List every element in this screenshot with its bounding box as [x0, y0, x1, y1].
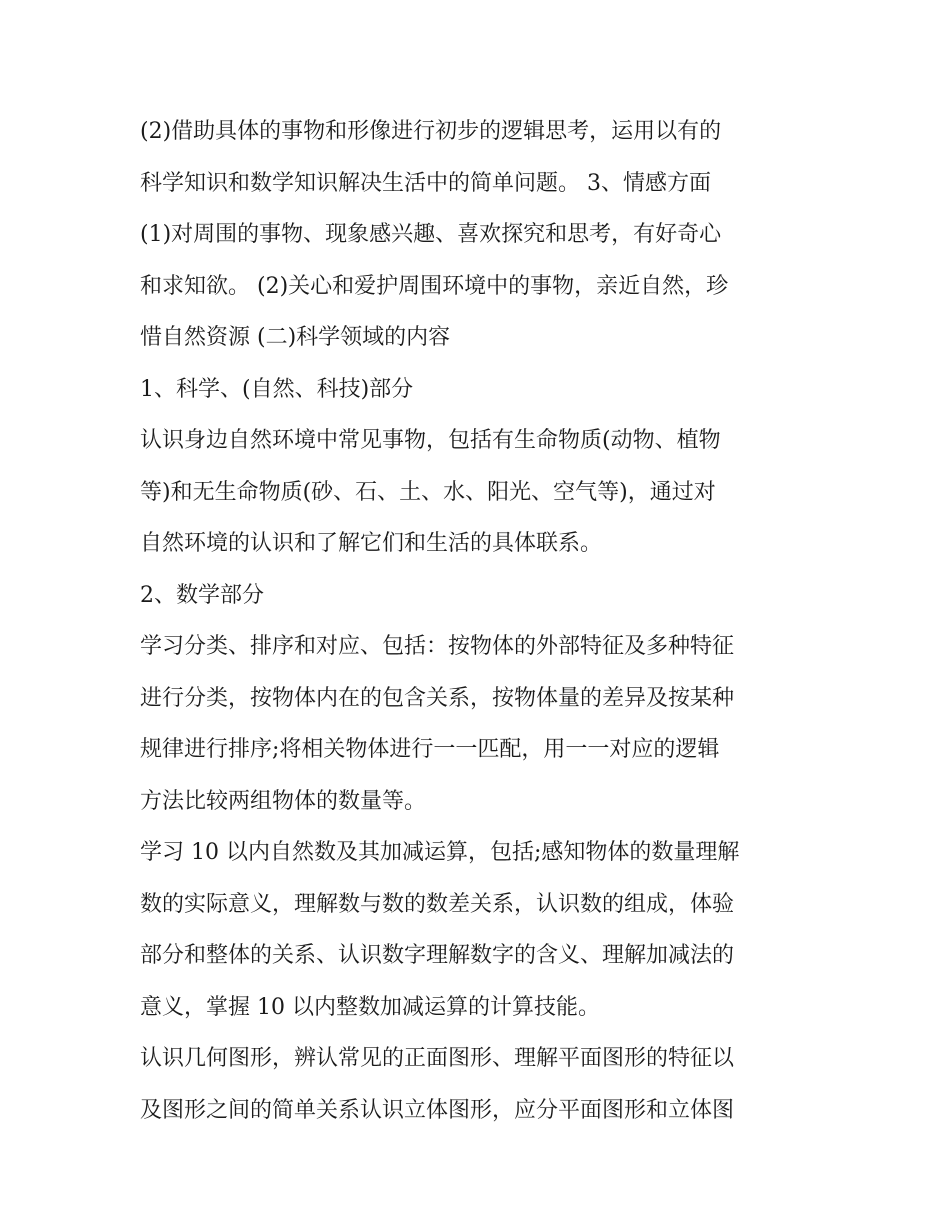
text-line: 部分和整体的关系、认识数字理解数字的含义、理解加减法的 [140, 943, 735, 968]
text-line: 惜自然资源 (二)科学领域的内容 [140, 325, 451, 350]
section-heading: 2、数学部分 [140, 582, 264, 608]
text-line: 规律进行排序;将相关物体进行一一匹配，用一一对应的逻辑 [140, 737, 720, 762]
text-line: 等)和无生命物质(砂、石、土、水、阳光、空气等)，通过对 [140, 479, 716, 505]
text-line: (1)对周围的事物、现象感兴趣、喜欢探究和思考，有好奇心 [140, 222, 722, 247]
text-line: 学习 10 以内自然数及其加减运算，包括;感知物体的数量理解 [140, 840, 740, 865]
text-line: 数的实际意义，理解数与数的数差关系，认识数的组成，体验 [140, 891, 735, 917]
text-line: 科学知识和数学知识解决生活中的简单问题。 3、情感方面 [140, 170, 711, 196]
text-line: (2)借助具体的事物和形像进行初步的逻辑思考，运用以有的 [140, 119, 722, 144]
text-line: 意义，掌握 10 以内整数加减运算的计算技能。 [140, 994, 600, 1020]
text-line: 方法比较两组物体的数量等。 [140, 788, 427, 814]
text-line: 认识身边自然环境中常见事物，包括有生命物质(动物、植物 [140, 428, 721, 453]
section-heading: 1、科学、(自然、科技)部分 [140, 376, 414, 402]
text-line: 学习分类、排序和对应、包括：按物体的外部特征及多种特征 [140, 634, 735, 659]
text-line: 和求知欲。 (2)关心和爱护周围环境中的事物，亲近自然，珍 [140, 273, 729, 299]
text-line: 自然环境的认识和了解它们和生活的具体联系。 [140, 531, 603, 556]
text-line: 及图形之间的简单关系认识立体图形，应分平面图形和立体图 [140, 1097, 735, 1123]
text-line: 进行分类，按物体内在的包含关系，按物体量的差异及按某种 [140, 685, 735, 711]
document-body [140, 106, 830, 1136]
text-line: 认识几何图形，辨认常见的正面图形、理解平面图形的特征以 [140, 1046, 735, 1071]
